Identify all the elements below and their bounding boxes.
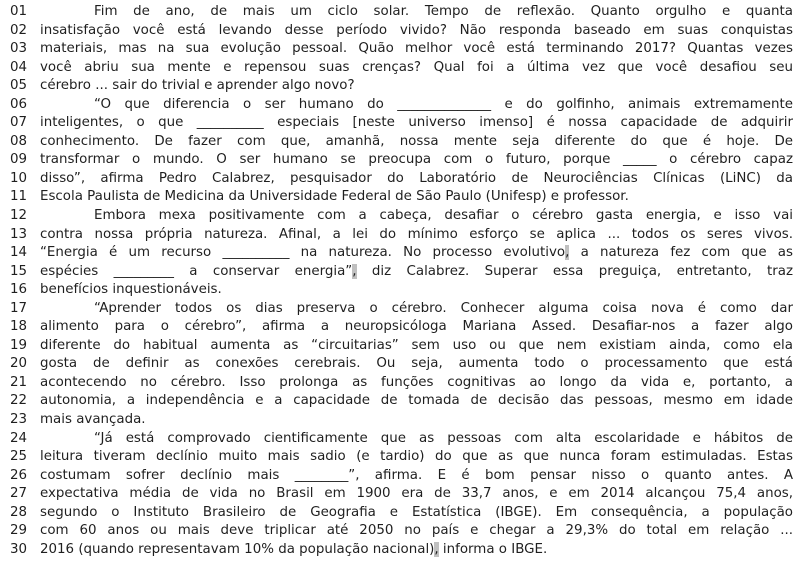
line-text-segment: acontecendo no cérebro. Isso prolonga as funções cognitivas ao longo da vida e, portanto, a bbox=[40, 374, 793, 390]
line-number: 16 bbox=[10, 282, 28, 298]
line-number: 18 bbox=[10, 319, 28, 335]
line-text-segment: benefícios inquestionáveis. bbox=[40, 282, 222, 298]
line-number: 01 bbox=[10, 4, 28, 19]
line-number: 22 bbox=[10, 393, 28, 409]
text-line bbox=[0, 374, 801, 393]
line-text-segment: “Já está comprovado cientificamente que as pessoas com alta escolaridade e hábitos de bbox=[94, 430, 793, 446]
line-number: 19 bbox=[10, 337, 28, 353]
line-text bbox=[40, 430, 793, 449]
line-text bbox=[40, 40, 793, 59]
line-number: 15 bbox=[10, 263, 28, 279]
text-line bbox=[0, 133, 801, 152]
text-line bbox=[0, 59, 801, 78]
text-line bbox=[0, 170, 801, 189]
line-text bbox=[40, 485, 793, 504]
line-text-segment: cérebro ... sair do trivial e aprender algo novo? bbox=[40, 78, 355, 94]
text-line bbox=[0, 114, 801, 133]
line-text-segment: mais avançada. bbox=[40, 412, 146, 428]
text-line bbox=[0, 448, 801, 467]
text-line bbox=[0, 430, 801, 449]
line-text-segment: com 60 anos ou mais deve triplicar até 2050 no país e chegar a 29,3% do total em relação ... bbox=[40, 523, 793, 539]
line-text bbox=[40, 263, 793, 282]
line-text-segment: transformar o mundo. O ser humano se preocupa com o futuro, porque _____ o cérebro capaz bbox=[40, 152, 793, 168]
line-text-segment: gosta de definir as conexões cerebrais. Ou seja, aumenta todo o processamento que está bbox=[40, 356, 793, 372]
line-number: 08 bbox=[10, 133, 28, 149]
line-number: 30 bbox=[10, 541, 28, 557]
line-text-segment: contra nossa própria natureza. Afinal, a lei do mínimo esforço se aplica ... todos os seres vivos. bbox=[40, 226, 793, 242]
line-number: 13 bbox=[10, 226, 28, 242]
line-text-segment: “O que diferencia o ser humano do ______________ e do golfinho, animais extremamente bbox=[94, 96, 793, 112]
line-text-segment: materiais, mas na sua evolução pessoal. Quão melhor você está terminando 2017? Quantas vezes bbox=[40, 41, 793, 57]
line-text-segment: segundo o Instituto Brasileiro de Geografia e Estatística (IBGE). Em consequência, a população bbox=[40, 504, 793, 520]
line-number: 10 bbox=[10, 170, 28, 186]
text-line bbox=[0, 467, 801, 486]
line-text bbox=[40, 411, 793, 430]
text-line bbox=[0, 485, 801, 504]
text-line bbox=[0, 318, 801, 337]
text-lines bbox=[0, 3, 801, 559]
line-number: 07 bbox=[10, 115, 28, 131]
line-text bbox=[40, 281, 793, 300]
line-text bbox=[40, 448, 793, 467]
line-number: 17 bbox=[10, 300, 28, 316]
line-text bbox=[40, 170, 793, 189]
line-text bbox=[40, 522, 793, 541]
text-line bbox=[0, 207, 801, 226]
line-text bbox=[40, 467, 793, 486]
line-text-segment: você abriu sua mente e repensou suas crenças? Qual foi a última vez que você desafiou seu bbox=[40, 59, 793, 75]
text-line bbox=[0, 504, 801, 523]
text-line bbox=[0, 188, 801, 207]
text-line bbox=[0, 541, 801, 560]
text-line bbox=[0, 300, 801, 319]
line-number: 21 bbox=[10, 374, 28, 390]
line-text bbox=[40, 151, 793, 170]
line-number: 05 bbox=[10, 78, 28, 94]
line-number: 06 bbox=[10, 96, 28, 112]
line-text-segment: autonomia, a independência e a capacidade de tomada de decisão das pessoas, mesmo em idade bbox=[40, 393, 793, 409]
line-text-segment: expectativa média de vida no Brasil em 1900 era de 33,7 anos, e em 2014 alcançou 75,4 anos, bbox=[40, 486, 793, 502]
line-text bbox=[40, 3, 793, 22]
line-text-segment: inteligentes, o que __________ especiais [neste universo imenso] é nossa capacidade de adquirir bbox=[40, 115, 793, 131]
line-text bbox=[40, 207, 793, 226]
line-text-segment: costumam sofrer declínio mais ________”, afirma. E é bom pensar nisso o quanto antes. A bbox=[40, 467, 793, 483]
text-line bbox=[0, 3, 801, 22]
line-text bbox=[40, 337, 793, 356]
text-line bbox=[0, 281, 801, 300]
line-text bbox=[40, 59, 793, 78]
line-text-segment: alimento para o cérebro”, afirma a neuropsicóloga Mariana Assed. Desafiar-nos a fazer algo bbox=[40, 319, 793, 335]
line-text-segment: Embora mexa positivamente com a cabeça, desafiar o cérebro gasta energia, e isso vai bbox=[94, 208, 793, 224]
text-line bbox=[0, 151, 801, 170]
line-number: 28 bbox=[10, 504, 28, 520]
text-line bbox=[0, 40, 801, 59]
text-line bbox=[0, 411, 801, 430]
line-number: 20 bbox=[10, 356, 28, 372]
line-text-segment: “Aprender todos os dias preserva o cérebro. Conhecer alguma coisa nova é como dar bbox=[94, 300, 793, 316]
line-text bbox=[40, 244, 793, 263]
line-text bbox=[40, 541, 793, 560]
line-text-segment: 2016 (quando representavam 10% da população nacional) bbox=[40, 541, 435, 557]
line-number: 09 bbox=[10, 152, 28, 168]
line-text bbox=[40, 77, 793, 96]
line-text bbox=[40, 22, 793, 41]
line-text-segment: diferente do habitual aumenta as “circuitarias” sem uso ou que nem existiam ainda, como ela bbox=[40, 337, 793, 353]
highlighted-comma: , bbox=[434, 541, 439, 557]
line-text-segment: Escola Paulista de Medicina da Universidade Federal de São Paulo (Unifesp) e professor. bbox=[40, 189, 629, 205]
line-text bbox=[40, 392, 793, 411]
text-line bbox=[0, 263, 801, 282]
line-text bbox=[40, 188, 793, 207]
line-text-segment: Fim de ano, de mais um ciclo solar. Tempo de reflexão. Quanto orgulho e quanta bbox=[94, 4, 793, 19]
line-text-segment: informa o IBGE. bbox=[438, 541, 548, 557]
line-text-segment: leitura tiveram declínio muito mais sadio (e tardio) do que as que nunca foram estimuladas. Estas bbox=[40, 449, 793, 465]
text-line bbox=[0, 337, 801, 356]
line-text-segment: a natureza fez com que as bbox=[569, 245, 793, 261]
line-text-segment: espécies _________ a conservar energia” bbox=[40, 263, 353, 279]
line-number: 03 bbox=[10, 41, 28, 57]
text-line bbox=[0, 77, 801, 96]
line-text-segment: conhecimento. De fazer com que, amanhã, nossa mente seja diferente do que é hoje. De bbox=[40, 133, 793, 149]
line-text bbox=[40, 318, 793, 337]
line-text bbox=[40, 96, 793, 115]
line-text bbox=[40, 355, 793, 374]
line-text bbox=[40, 374, 793, 393]
line-text-segment: diz Calabrez. Superar essa preguiça, entretanto, traz bbox=[356, 263, 794, 279]
line-text bbox=[40, 114, 793, 133]
text-line bbox=[0, 522, 801, 541]
highlighted-comma: , bbox=[565, 245, 570, 261]
line-number: 04 bbox=[10, 59, 28, 75]
text-line bbox=[0, 392, 801, 411]
text-line bbox=[0, 96, 801, 115]
text-line bbox=[0, 22, 801, 41]
line-number: 27 bbox=[10, 486, 28, 502]
line-number: 11 bbox=[10, 189, 28, 205]
line-text bbox=[40, 504, 793, 523]
line-number: 12 bbox=[10, 208, 28, 224]
line-text-segment: disso”, afirma Pedro Calabrez, pesquisador do Laboratório de Neurociências Clínicas (LiNC) da bbox=[40, 170, 793, 186]
line-text-segment: insatisfação você está levando desse período vivido? Não responda baseado em suas conquistas bbox=[40, 22, 793, 38]
line-number: 14 bbox=[10, 245, 28, 261]
line-number: 24 bbox=[10, 430, 28, 446]
text-line bbox=[0, 244, 801, 263]
text-line bbox=[0, 355, 801, 374]
line-number: 23 bbox=[10, 412, 28, 428]
highlighted-comma: , bbox=[352, 263, 357, 279]
line-number: 26 bbox=[10, 467, 28, 483]
line-text-segment: “Energia é um recurso __________ na natureza. No processo evolutivo bbox=[40, 245, 566, 261]
line-text bbox=[40, 133, 793, 152]
line-number: 02 bbox=[10, 22, 28, 38]
line-number: 29 bbox=[10, 523, 28, 539]
text-line bbox=[0, 226, 801, 245]
line-text bbox=[40, 300, 793, 319]
line-text bbox=[40, 226, 793, 245]
line-number: 25 bbox=[10, 449, 28, 465]
